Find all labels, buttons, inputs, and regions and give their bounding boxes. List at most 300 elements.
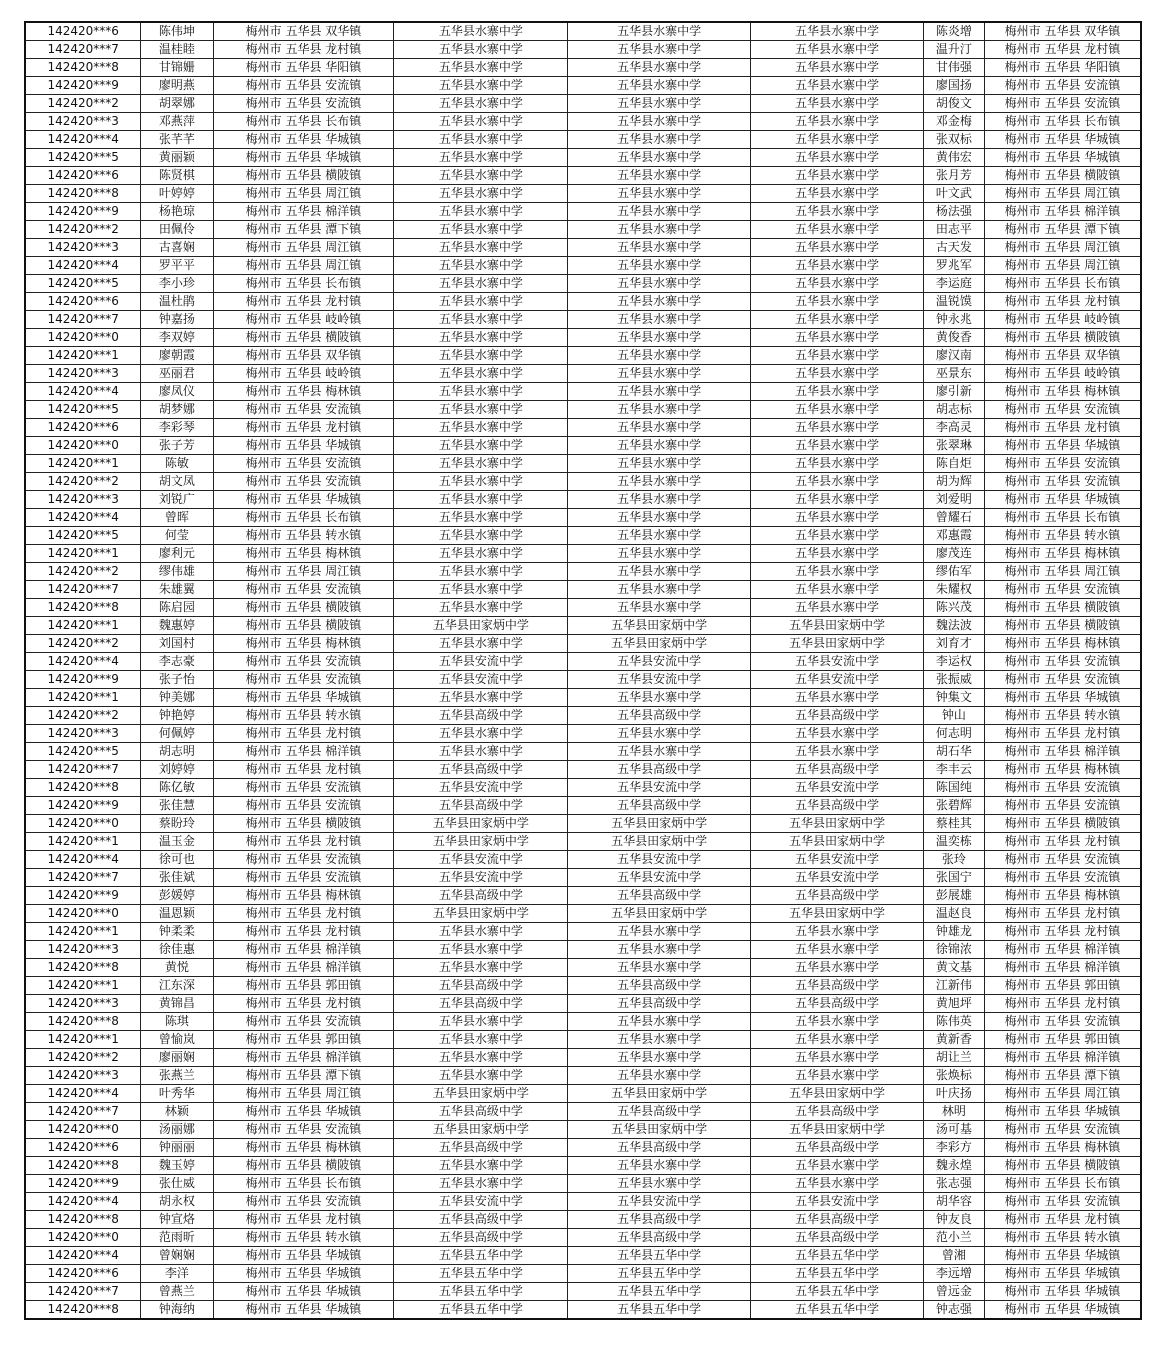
cell-school3: 五华县水寨中学 [751,437,924,455]
cell-school1: 五华县水寨中学 [394,599,568,617]
cell-guardian: 徐锦浓 [923,941,984,959]
cell-name: 温桂睦 [141,41,213,59]
table-row [25,707,1141,725]
cell-name: 罗平平 [141,257,213,275]
cell-guardian: 蔡桂其 [923,815,984,833]
cell-school2: 五华县水寨中学 [568,257,751,275]
cell-guardian-address: 梅州市 五华县 横陂镇 [984,815,1141,833]
cell-guardian-address: 梅州市 五华县 安流镇 [984,473,1141,491]
cell-name: 张芊芊 [141,131,213,149]
cell-address: 梅州市 五华县 华城镇 [213,1301,394,1320]
table-row [25,599,1141,617]
cell-address: 梅州市 五华县 安流镇 [213,869,394,887]
cell-address: 梅州市 五华县 横陂镇 [213,329,394,347]
cell-school1: 五华县水寨中学 [394,635,568,653]
cell-name: 廖丽娴 [141,1049,213,1067]
cell-id: 142420***7 [25,41,141,59]
cell-id: 142420***5 [25,743,141,761]
cell-school1: 五华县田家炳中学 [394,1121,568,1139]
cell-id: 142420***6 [25,22,141,41]
cell-school3: 五华县水寨中学 [751,959,924,977]
table-row [25,1049,1141,1067]
cell-guardian: 李高灵 [923,419,984,437]
table-row [25,401,1141,419]
table-row [25,437,1141,455]
cell-school2: 五华县安流中学 [568,671,751,689]
cell-school1: 五华县高级中学 [394,761,568,779]
table-row [25,365,1141,383]
cell-guardian: 陈兴茂 [923,599,984,617]
cell-school2: 五华县田家炳中学 [568,635,751,653]
cell-school1: 五华县田家炳中学 [394,833,568,851]
table-row [25,833,1141,851]
cell-guardian-address: 梅州市 五华县 华城镇 [984,491,1141,509]
cell-address: 梅州市 五华县 转水镇 [213,707,394,725]
cell-school1: 五华县田家炳中学 [394,617,568,635]
cell-address: 梅州市 五华县 转水镇 [213,1229,394,1247]
table-row [25,743,1141,761]
cell-guardian: 温升汀 [923,41,984,59]
cell-school1: 五华县水寨中学 [394,437,568,455]
cell-school3: 五华县五华中学 [751,1247,924,1265]
cell-school1: 五华县高级中学 [394,1103,568,1121]
cell-school3: 五华县水寨中学 [751,41,924,59]
cell-id: 142420***5 [25,149,141,167]
cell-address: 梅州市 五华县 龙村镇 [213,995,394,1013]
cell-name: 张燕兰 [141,1067,213,1085]
cell-guardian: 胡志标 [923,401,984,419]
cell-guardian-address: 梅州市 五华县 周江镇 [984,563,1141,581]
cell-school1: 五华县水寨中学 [394,77,568,95]
cell-guardian-address: 梅州市 五华县 横陂镇 [984,167,1141,185]
cell-guardian: 胡华容 [923,1193,984,1211]
cell-name: 刘锐广 [141,491,213,509]
table-row [25,203,1141,221]
cell-school1: 五华县五华中学 [394,1265,568,1283]
cell-guardian: 黄旭坪 [923,995,984,1013]
cell-guardian: 廖茂连 [923,545,984,563]
cell-guardian-address: 梅州市 五华县 安流镇 [984,869,1141,887]
cell-id: 142420***4 [25,851,141,869]
table-row [25,779,1141,797]
table-row [25,473,1141,491]
cell-address: 梅州市 五华县 横陂镇 [213,167,394,185]
cell-guardian-address: 梅州市 五华县 转水镇 [984,527,1141,545]
table-row [25,221,1141,239]
cell-school2: 五华县高级中学 [568,1103,751,1121]
cell-school3: 五华县田家炳中学 [751,833,924,851]
cell-school1: 五华县水寨中学 [394,959,568,977]
cell-name: 陈贤棋 [141,167,213,185]
cell-school3: 五华县水寨中学 [751,131,924,149]
cell-name: 钟宣烙 [141,1211,213,1229]
table-row [25,1211,1141,1229]
cell-id: 142420***8 [25,1013,141,1031]
cell-name: 巫丽君 [141,365,213,383]
cell-address: 梅州市 五华县 横陂镇 [213,1157,394,1175]
cell-school3: 五华县水寨中学 [751,941,924,959]
cell-guardian-address: 梅州市 五华县 龙村镇 [984,419,1141,437]
cell-school3: 五华县水寨中学 [751,275,924,293]
cell-address: 梅州市 五华县 长布镇 [213,509,394,527]
cell-school3: 五华县水寨中学 [751,1067,924,1085]
cell-school1: 五华县水寨中学 [394,509,568,527]
table-row [25,815,1141,833]
cell-school1: 五华县高级中学 [394,1229,568,1247]
cell-school3: 五华县水寨中学 [751,257,924,275]
cell-school1: 五华县水寨中学 [394,221,568,239]
cell-guardian-address: 梅州市 五华县 龙村镇 [984,41,1141,59]
cell-id: 142420***8 [25,959,141,977]
cell-school2: 五华县水寨中学 [568,167,751,185]
cell-name: 曾燕兰 [141,1283,213,1301]
cell-name: 李小珍 [141,275,213,293]
cell-school3: 五华县高级中学 [751,1229,924,1247]
cell-name: 廖凤仪 [141,383,213,401]
cell-guardian: 陈炎增 [923,22,984,41]
cell-address: 梅州市 五华县 岐岭镇 [213,311,394,329]
cell-school1: 五华县高级中学 [394,797,568,815]
cell-school2: 五华县安流中学 [568,869,751,887]
cell-address: 梅州市 五华县 安流镇 [213,779,394,797]
cell-school3: 五华县水寨中学 [751,563,924,581]
table-row [25,653,1141,671]
cell-guardian: 缪佑军 [923,563,984,581]
cell-guardian-address: 梅州市 五华县 龙村镇 [984,995,1141,1013]
cell-school1: 五华县高级中学 [394,707,568,725]
cell-name: 范雨昕 [141,1229,213,1247]
cell-guardian: 张翠琳 [923,437,984,455]
cell-school1: 五华县安流中学 [394,1193,568,1211]
cell-guardian-address: 梅州市 五华县 安流镇 [984,797,1141,815]
cell-guardian: 廖国扬 [923,77,984,95]
cell-school1: 五华县水寨中学 [394,1175,568,1193]
cell-address: 梅州市 五华县 周江镇 [213,185,394,203]
cell-school2: 五华县田家炳中学 [568,815,751,833]
cell-address: 梅州市 五华县 华城镇 [213,1283,394,1301]
cell-guardian: 曾湘 [923,1247,984,1265]
cell-id: 142420***2 [25,707,141,725]
cell-id: 142420***7 [25,1103,141,1121]
cell-school3: 五华县水寨中学 [751,221,924,239]
cell-guardian-address: 梅州市 五华县 安流镇 [984,581,1141,599]
cell-id: 142420***2 [25,473,141,491]
cell-guardian-address: 梅州市 五华县 岐岭镇 [984,311,1141,329]
cell-name: 何佩婷 [141,725,213,743]
table-row [25,851,1141,869]
cell-id: 142420***4 [25,257,141,275]
table-row [25,797,1141,815]
cell-name: 温玉金 [141,833,213,851]
cell-guardian: 黄俊香 [923,329,984,347]
cell-address: 梅州市 五华县 周江镇 [213,1085,394,1103]
table-row [25,95,1141,113]
cell-guardian: 张玲 [923,851,984,869]
cell-id: 142420***3 [25,491,141,509]
cell-id: 142420***2 [25,95,141,113]
cell-school3: 五华县高级中学 [751,977,924,995]
cell-address: 梅州市 五华县 双华镇 [213,22,394,41]
cell-school2: 五华县水寨中学 [568,185,751,203]
cell-school3: 五华县水寨中学 [751,1013,924,1031]
cell-school2: 五华县高级中学 [568,797,751,815]
cell-name: 钟海纳 [141,1301,213,1320]
cell-school2: 五华县高级中学 [568,761,751,779]
cell-school1: 五华县水寨中学 [394,941,568,959]
cell-school1: 五华县水寨中学 [394,203,568,221]
cell-guardian: 胡俊文 [923,95,984,113]
cell-school3: 五华县水寨中学 [751,239,924,257]
table-row [25,1031,1141,1049]
table-row [25,1157,1141,1175]
cell-school2: 五华县水寨中学 [568,581,751,599]
cell-address: 梅州市 五华县 周江镇 [213,563,394,581]
cell-school1: 五华县水寨中学 [394,311,568,329]
cell-school3: 五华县五华中学 [751,1265,924,1283]
cell-id: 142420***2 [25,1049,141,1067]
cell-address: 梅州市 五华县 龙村镇 [213,905,394,923]
table-row [25,77,1141,95]
cell-name: 陈亿敏 [141,779,213,797]
cell-school2: 五华县水寨中学 [568,113,751,131]
cell-guardian: 李运庭 [923,275,984,293]
cell-school1: 五华县水寨中学 [394,1049,568,1067]
cell-guardian-address: 梅州市 五华县 潭下镇 [984,1067,1141,1085]
cell-id: 142420***6 [25,1139,141,1157]
cell-name: 陈敏 [141,455,213,473]
cell-id: 142420***8 [25,1157,141,1175]
cell-guardian: 胡为辉 [923,473,984,491]
cell-school1: 五华县高级中学 [394,995,568,1013]
cell-school1: 五华县水寨中学 [394,329,568,347]
cell-school3: 五华县水寨中学 [751,509,924,527]
cell-guardian-address: 梅州市 五华县 梅林镇 [984,1139,1141,1157]
cell-name: 李彩琴 [141,419,213,437]
cell-guardian: 钟志强 [923,1301,984,1320]
table-row [25,761,1141,779]
cell-guardian-address: 梅州市 五华县 龙村镇 [984,293,1141,311]
cell-address: 梅州市 五华县 龙村镇 [213,923,394,941]
cell-school2: 五华县水寨中学 [568,923,751,941]
table-row [25,1301,1141,1320]
table-row [25,1265,1141,1283]
cell-school2: 五华县高级中学 [568,977,751,995]
cell-school1: 五华县高级中学 [394,887,568,905]
cell-guardian-address: 梅州市 五华县 安流镇 [984,1193,1141,1211]
student-table [24,21,1142,1320]
cell-address: 梅州市 五华县 龙村镇 [213,761,394,779]
cell-school2: 五华县水寨中学 [568,1013,751,1031]
cell-school3: 五华县田家炳中学 [751,1085,924,1103]
cell-address: 梅州市 五华县 安流镇 [213,1121,394,1139]
cell-id: 142420***6 [25,293,141,311]
cell-guardian-address: 梅州市 五华县 岐岭镇 [984,365,1141,383]
cell-address: 梅州市 五华县 华城镇 [213,131,394,149]
cell-guardian: 张碧辉 [923,797,984,815]
cell-school2: 五华县水寨中学 [568,1049,751,1067]
cell-address: 梅州市 五华县 郭田镇 [213,977,394,995]
cell-name: 杨艳琼 [141,203,213,221]
cell-address: 梅州市 五华县 安流镇 [213,1193,394,1211]
cell-guardian-address: 梅州市 五华县 龙村镇 [984,905,1141,923]
cell-school2: 五华县高级中学 [568,1211,751,1229]
cell-guardian-address: 梅州市 五华县 横陂镇 [984,1157,1141,1175]
cell-guardian: 黄伟宏 [923,149,984,167]
cell-school1: 五华县田家炳中学 [394,815,568,833]
cell-guardian-address: 梅州市 五华县 龙村镇 [984,1211,1141,1229]
table-row [25,1193,1141,1211]
cell-guardian-address: 梅州市 五华县 梅林镇 [984,635,1141,653]
cell-school3: 五华县水寨中学 [751,149,924,167]
cell-id: 142420***7 [25,581,141,599]
cell-school3: 五华县水寨中学 [751,419,924,437]
cell-id: 142420***3 [25,941,141,959]
cell-guardian: 陈国纯 [923,779,984,797]
cell-guardian-address: 梅州市 五华县 龙村镇 [984,725,1141,743]
cell-school1: 五华县水寨中学 [394,293,568,311]
cell-guardian-address: 梅州市 五华县 华城镇 [984,437,1141,455]
cell-name: 胡翠娜 [141,95,213,113]
table-row [25,167,1141,185]
cell-address: 梅州市 五华县 安流镇 [213,851,394,869]
cell-school1: 五华县高级中学 [394,977,568,995]
cell-guardian: 杨法强 [923,203,984,221]
cell-id: 142420***0 [25,905,141,923]
cell-guardian: 魏永煌 [923,1157,984,1175]
cell-guardian: 曾远金 [923,1283,984,1301]
cell-school3: 五华县高级中学 [751,797,924,815]
cell-school1: 五华县安流中学 [394,851,568,869]
cell-school3: 五华县水寨中学 [751,311,924,329]
table-row [25,1121,1141,1139]
cell-school3: 五华县水寨中学 [751,491,924,509]
cell-school2: 五华县水寨中学 [568,149,751,167]
cell-id: 142420***0 [25,1121,141,1139]
cell-school3: 五华县水寨中学 [751,167,924,185]
cell-guardian: 黄文基 [923,959,984,977]
cell-school3: 五华县水寨中学 [751,383,924,401]
cell-id: 142420***2 [25,221,141,239]
cell-school2: 五华县水寨中学 [568,473,751,491]
cell-guardian-address: 梅州市 五华县 安流镇 [984,77,1141,95]
cell-guardian-address: 梅州市 五华县 转水镇 [984,707,1141,725]
cell-guardian: 古天发 [923,239,984,257]
table-row [25,869,1141,887]
cell-address: 梅州市 五华县 梅林镇 [213,1139,394,1157]
cell-name: 缪伟雄 [141,563,213,581]
table-row [25,725,1141,743]
cell-id: 142420***8 [25,1301,141,1320]
cell-address: 梅州市 五华县 龙村镇 [213,1211,394,1229]
cell-school2: 五华县水寨中学 [568,1031,751,1049]
cell-school1: 五华县安流中学 [394,671,568,689]
cell-guardian: 刘爱明 [923,491,984,509]
cell-school1: 五华县水寨中学 [394,419,568,437]
cell-guardian-address: 梅州市 五华县 梅林镇 [984,383,1141,401]
cell-guardian-address: 梅州市 五华县 安流镇 [984,671,1141,689]
cell-guardian-address: 梅州市 五华县 棉洋镇 [984,1049,1141,1067]
table-row [25,149,1141,167]
cell-id: 142420***0 [25,815,141,833]
cell-address: 梅州市 五华县 梅林镇 [213,383,394,401]
cell-name: 李洋 [141,1265,213,1283]
cell-id: 142420***1 [25,923,141,941]
cell-address: 梅州市 五华县 周江镇 [213,239,394,257]
cell-school3: 五华县高级中学 [751,995,924,1013]
cell-id: 142420***8 [25,1211,141,1229]
cell-address: 梅州市 五华县 安流镇 [213,401,394,419]
cell-address: 梅州市 五华县 龙村镇 [213,293,394,311]
cell-guardian-address: 梅州市 五华县 横陂镇 [984,617,1141,635]
cell-school1: 五华县水寨中学 [394,527,568,545]
table-row [25,347,1141,365]
cell-school2: 五华县田家炳中学 [568,617,751,635]
cell-id: 142420***9 [25,887,141,905]
cell-school2: 五华县安流中学 [568,851,751,869]
cell-guardian-address: 梅州市 五华县 棉洋镇 [984,203,1141,221]
cell-guardian: 林明 [923,1103,984,1121]
cell-guardian: 张志强 [923,1175,984,1193]
cell-guardian: 张国宁 [923,869,984,887]
cell-id: 142420***6 [25,419,141,437]
table-row [25,545,1141,563]
cell-school1: 五华县水寨中学 [394,239,568,257]
cell-school3: 五华县水寨中学 [751,1049,924,1067]
cell-school1: 五华县水寨中学 [394,131,568,149]
cell-name: 彭媛婷 [141,887,213,905]
cell-school2: 五华县五华中学 [568,1283,751,1301]
cell-id: 142420***8 [25,59,141,77]
table-row [25,977,1141,995]
cell-id: 142420***9 [25,797,141,815]
cell-address: 梅州市 五华县 龙村镇 [213,419,394,437]
cell-guardian-address: 梅州市 五华县 郭田镇 [984,977,1141,995]
cell-id: 142420***5 [25,401,141,419]
cell-school1: 五华县水寨中学 [394,149,568,167]
cell-name: 钟柔柔 [141,923,213,941]
cell-school1: 五华县水寨中学 [394,455,568,473]
table-row [25,635,1141,653]
cell-guardian-address: 梅州市 五华县 梅林镇 [984,887,1141,905]
cell-guardian: 甘伟强 [923,59,984,77]
cell-school3: 五华县水寨中学 [751,599,924,617]
cell-school2: 五华县安流中学 [568,1193,751,1211]
cell-guardian: 张振威 [923,671,984,689]
cell-school3: 五华县水寨中学 [751,1031,924,1049]
cell-school2: 五华县水寨中学 [568,527,751,545]
cell-school3: 五华县水寨中学 [751,77,924,95]
table-row [25,959,1141,977]
cell-guardian-address: 梅州市 五华县 棉洋镇 [984,941,1141,959]
cell-school1: 五华县水寨中学 [394,257,568,275]
cell-school3: 五华县高级中学 [751,1103,924,1121]
table-row [25,887,1141,905]
cell-school2: 五华县水寨中学 [568,491,751,509]
cell-school1: 五华县水寨中学 [394,725,568,743]
cell-guardian-address: 梅州市 五华县 华城镇 [984,1103,1141,1121]
cell-id: 142420***1 [25,689,141,707]
cell-school1: 五华县水寨中学 [394,275,568,293]
cell-guardian-address: 梅州市 五华县 华城镇 [984,131,1141,149]
table-row [25,1229,1141,1247]
cell-school1: 五华县五华中学 [394,1301,568,1320]
cell-school2: 五华县五华中学 [568,1247,751,1265]
cell-guardian-address: 梅州市 五华县 双华镇 [984,22,1141,41]
cell-address: 梅州市 五华县 转水镇 [213,527,394,545]
cell-address: 梅州市 五华县 周江镇 [213,257,394,275]
cell-guardian: 温锐馍 [923,293,984,311]
cell-school3: 五华县水寨中学 [751,329,924,347]
